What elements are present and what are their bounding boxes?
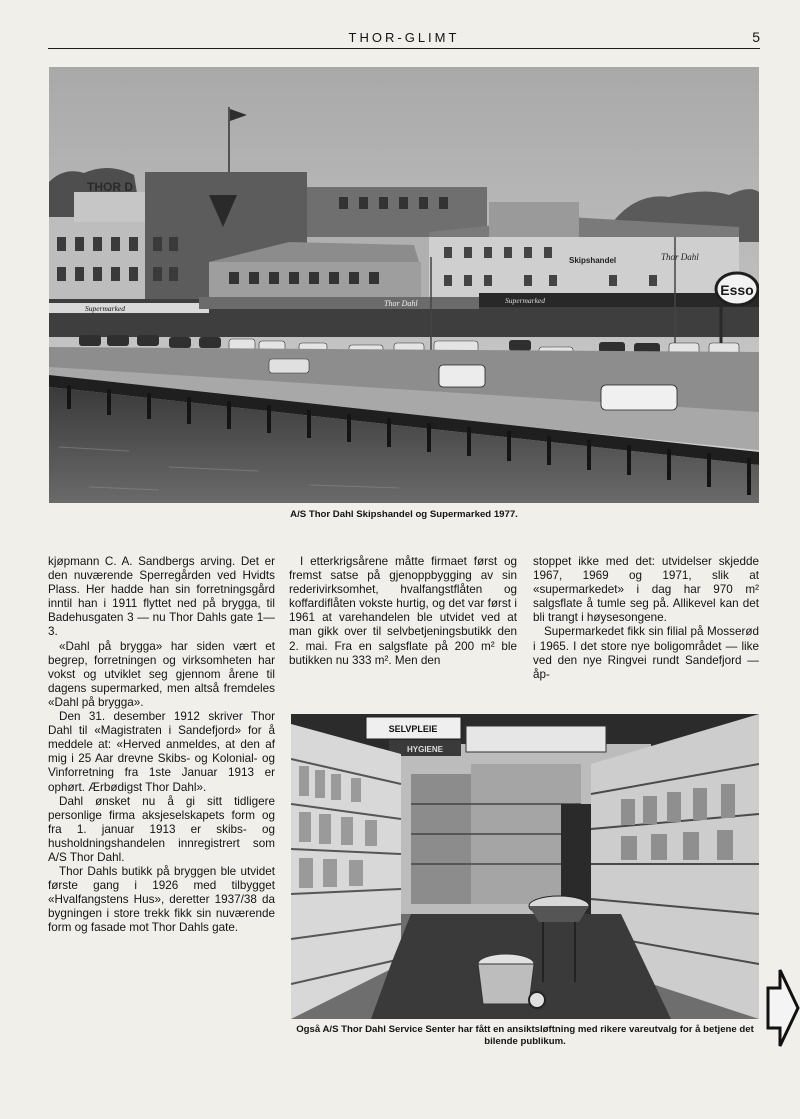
- paragraph: Thor Dahls butikk på bryggen ble utvidet første gang i 1926 med tilbygget «Hvalfangstens Hus», deretter 1937/38 da bygningen i store trekk fikk sin nuværende form og fasade mot Thor Dahls gate.: [48, 865, 275, 935]
- svg-text:Esso: Esso: [720, 282, 754, 298]
- skipshandel-sign: Skipshandel: [569, 256, 617, 265]
- paragraph: stoppet ikke med det: utvidelser skjedde 1967, 1969 og 1971, slik at «supermarkedet» i dag har 970 m² salgsflate å tumle seg på. Allikevel kan det bli trangt i høysesongene.: [533, 555, 759, 625]
- paragraph: kjøpmann C. A. Sandbergs arving. Det er den nuværende Sperregården ved Hvidts Plass. Her hadde han sin forretningsgård inntil han i 1911 flyttet ned på brygga, til Badehusgaten 3 — nu Thor Dahls gate 1—3.: [48, 555, 275, 639]
- photo-caption-top: A/S Thor Dahl Skipshandel og Supermarked 1977.: [290, 509, 518, 520]
- thor-dahl-sign-center: Thor Dahl: [384, 299, 418, 308]
- photo-caption-bottom: Også A/S Thor Dahl Service Senter har fått en ansiktsløftning med rikere vareutvalg for å betjene det bilende publikum.: [296, 1024, 754, 1047]
- paragraph: Supermarkedet fikk sin filial på Mosserød i 1965. I det store nye boligområdet — like ved den nye Ringvei rundt Sandefjord — åp-: [533, 625, 759, 681]
- paragraph: I etterkrigsårene måtte firmaet først og fremst satse på gjenoppbygging av sin rederivirksomhet, hvalfangstflåten og koffardiflåten vokste hurtig, og det var først i 1961 at varehandelen ble utvidet ved at man gikk over til selvbetjeningsbutikk den 2. mai. Fra en salgsflate på 200 m² ble butikken nu 333 m². Men den: [289, 555, 517, 667]
- hygiene-sign: HYGIENE: [406, 745, 444, 754]
- roof-sign: THOR D: [87, 180, 133, 194]
- text-column-right: [533, 555, 759, 682]
- paragraph: Den 31. desember 1912 skriver Thor Dahl til «Magistraten i Sandefjord» for å meddele at: «Herved anmeldes, at den af mig i 25 Aar drevne Skibs- og Kolonial- og Vinforretning fra 1ste Januar 1913 er ophørt. Ærbødigst Thor Dahl».: [48, 710, 275, 794]
- page-header: [48, 28, 760, 49]
- page-number: 5: [752, 29, 760, 45]
- photo-service-center-interior: [291, 714, 759, 1019]
- text-column-middle: [289, 555, 517, 668]
- paragraph: «Dahl på brygga» har siden vært et begrep, forretningen og virksomheten har vokst og utviklet seg gjennom årene til dagens supermarked, men altså fremdeles «Dahl på brygga».: [48, 639, 275, 709]
- paragraph: Dahl ønsket nu å gi sitt tidligere personlige firma aksjeselskapets form og fra 1. januar 1913 er skibs- og husholdningshandelen innregistrert som A/S Thor Dahl.: [48, 794, 275, 864]
- selvpleie-sign: SELVPLEIE: [388, 724, 438, 734]
- text-column-left: [48, 555, 275, 936]
- continue-arrow-icon: [766, 968, 800, 1053]
- supermarked-sign-right: Supermarked: [505, 296, 545, 305]
- photo-supermarket-exterior: [49, 67, 759, 503]
- supermarked-sign-left: Supermarked: [85, 304, 125, 313]
- thor-dahl-sign-right: Thor Dahl: [661, 252, 699, 262]
- magazine-title: THOR-GLIMT: [348, 30, 460, 45]
